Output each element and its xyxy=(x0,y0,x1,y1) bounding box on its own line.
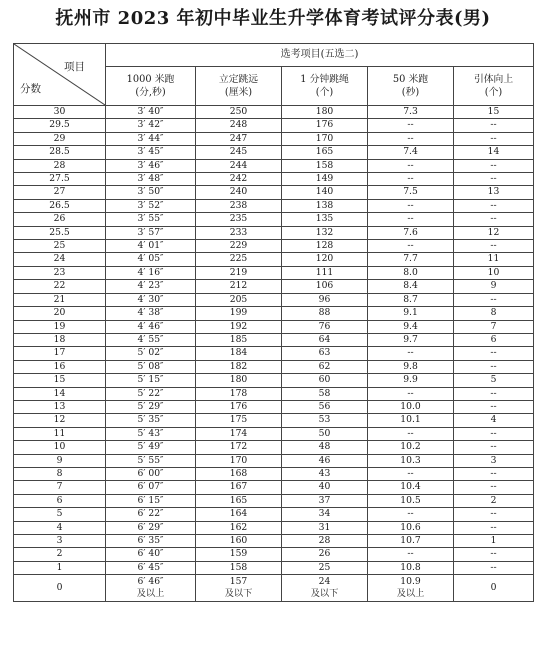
table-row xyxy=(14,441,534,454)
pull-up-cell: 13 xyxy=(454,186,534,199)
run-1000m-cell: 3′ 55″ xyxy=(106,213,196,226)
long-jump-cell: 170 xyxy=(196,454,282,467)
rope-skipping-cell: 120 xyxy=(282,253,368,266)
col-header-pull-up: 引体向上 (个) xyxy=(454,67,534,106)
run-50m-cell: 8.0 xyxy=(368,266,454,279)
score-cell: 19 xyxy=(14,320,106,333)
run-50m-cell: -- xyxy=(368,132,454,145)
pull-up-cell: -- xyxy=(454,508,534,521)
run-50m-cell: -- xyxy=(368,173,454,186)
run-50m-cell: -- xyxy=(368,548,454,561)
pull-up-cell: 3 xyxy=(454,454,534,467)
rope-skipping-cell: 53 xyxy=(282,414,368,427)
run-1000m-cell: 3′ 44″ xyxy=(106,132,196,145)
pull-up-cell: -- xyxy=(454,561,534,574)
run-50m-cell: 7.4 xyxy=(368,146,454,159)
pull-up-cell: 2 xyxy=(454,494,534,507)
long-jump-cell: 199 xyxy=(196,307,282,320)
rope-skipping-cell: 111 xyxy=(282,266,368,279)
run-50m-cell: 10.6 xyxy=(368,521,454,534)
rope-skipping-cell: 50 xyxy=(282,427,368,440)
run-1000m-cell: 5′ 22″ xyxy=(106,387,196,400)
run-50m-cell: -- xyxy=(368,427,454,440)
table-row xyxy=(14,374,534,387)
pull-up-cell: 4 xyxy=(454,414,534,427)
rope-skipping-cell: 62 xyxy=(282,360,368,373)
rope-skipping-cell: 26 xyxy=(282,548,368,561)
table-row xyxy=(14,266,534,279)
score-cell: 25.5 xyxy=(14,226,106,239)
pull-up-cell: -- xyxy=(454,119,534,132)
score-cell: 11 xyxy=(14,427,106,440)
score-cell: 21 xyxy=(14,293,106,306)
long-jump-cell: 192 xyxy=(196,320,282,333)
score-label: 分数 xyxy=(20,83,41,95)
table-row xyxy=(14,159,534,172)
page-title: 抚州市 2023 年初中毕业生升学体育考试评分表(男) xyxy=(55,8,491,29)
long-jump-cell: 205 xyxy=(196,293,282,306)
score-cell: 0 xyxy=(14,575,106,602)
table-row xyxy=(14,548,534,561)
long-jump-cell: 160 xyxy=(196,535,282,548)
pull-up-cell: 14 xyxy=(454,146,534,159)
pull-up-cell: -- xyxy=(454,360,534,373)
run-50m-cell: 7.7 xyxy=(368,253,454,266)
rope-skipping-cell: 34 xyxy=(282,508,368,521)
run-50m-cell: 10.0 xyxy=(368,400,454,413)
table-row xyxy=(14,333,534,346)
table-row xyxy=(14,454,534,467)
score-cell: 15 xyxy=(14,374,106,387)
score-cell: 2 xyxy=(14,548,106,561)
rope-skipping-cell: 106 xyxy=(282,280,368,293)
long-jump-cell: 168 xyxy=(196,467,282,480)
table-row xyxy=(14,199,534,212)
col-header-rope-skipping: 1 分钟跳绳 (个) xyxy=(282,67,368,106)
rope-skipping-cell: 96 xyxy=(282,293,368,306)
score-cell: 13 xyxy=(14,400,106,413)
table-row xyxy=(14,226,534,239)
pull-up-cell: -- xyxy=(454,240,534,253)
run-50m-cell: 10.8 xyxy=(368,561,454,574)
rope-skipping-cell: 170 xyxy=(282,132,368,145)
score-cell: 23 xyxy=(14,266,106,279)
rope-skipping-cell: 56 xyxy=(282,400,368,413)
long-jump-cell: 180 xyxy=(196,374,282,387)
pull-up-cell: -- xyxy=(454,199,534,212)
run-1000m-cell: 3′ 46″ xyxy=(106,159,196,172)
run-50m-cell: -- xyxy=(368,508,454,521)
run-50m-cell: 9.9 xyxy=(368,374,454,387)
run-50m-cell: 7.5 xyxy=(368,186,454,199)
pull-up-cell: -- xyxy=(454,548,534,561)
run-1000m-cell: 6′ 45″ xyxy=(106,561,196,574)
score-cell: 25 xyxy=(14,240,106,253)
rope-skipping-cell: 40 xyxy=(282,481,368,494)
run-1000m-cell: 5′ 29″ xyxy=(106,400,196,413)
pull-up-cell: -- xyxy=(454,467,534,480)
score-cell: 28 xyxy=(14,159,106,172)
run-50m-cell: -- xyxy=(368,240,454,253)
header-row xyxy=(14,44,534,67)
pull-up-cell: -- xyxy=(454,521,534,534)
table-row xyxy=(14,521,534,534)
run-50m-cell: 9.4 xyxy=(368,320,454,333)
run-1000m-cell: 4′ 30″ xyxy=(106,293,196,306)
long-jump-cell: 158 xyxy=(196,561,282,574)
score-cell: 20 xyxy=(14,307,106,320)
pull-up-cell: -- xyxy=(454,173,534,186)
rope-skipping-cell: 128 xyxy=(282,240,368,253)
run-1000m-cell: 5′ 55″ xyxy=(106,454,196,467)
run-1000m-cell: 3′ 42″ xyxy=(106,119,196,132)
run-50m-cell: 9.1 xyxy=(368,307,454,320)
rope-skipping-cell: 63 xyxy=(282,347,368,360)
table-row xyxy=(14,253,534,266)
long-jump-cell: 238 xyxy=(196,199,282,212)
long-jump-cell: 245 xyxy=(196,146,282,159)
run-50m-cell: 7.6 xyxy=(368,226,454,239)
score-cell: 18 xyxy=(14,333,106,346)
run-50m-cell: 8.7 xyxy=(368,293,454,306)
long-jump-cell: 175 xyxy=(196,414,282,427)
run-1000m-cell: 4′ 05″ xyxy=(106,253,196,266)
rope-skipping-cell: 28 xyxy=(282,535,368,548)
elective-group-header: 选考项目(五选二) xyxy=(106,44,534,67)
pull-up-cell: 12 xyxy=(454,226,534,239)
score-cell: 26.5 xyxy=(14,199,106,212)
run-50m-cell: 8.4 xyxy=(368,280,454,293)
score-cell: 27.5 xyxy=(14,173,106,186)
long-jump-cell: 164 xyxy=(196,508,282,521)
run-50m-cell: 10.2 xyxy=(368,441,454,454)
run-1000m-cell: 5′ 15″ xyxy=(106,374,196,387)
rope-skipping-cell: 31 xyxy=(282,521,368,534)
run-50m-cell: -- xyxy=(368,119,454,132)
col-header-1000m: 1000 米跑 (分,秒) xyxy=(106,67,196,106)
rope-skipping-cell: 180 xyxy=(282,106,368,119)
table-row xyxy=(14,414,534,427)
item-label: 项目 xyxy=(64,61,85,73)
table-row xyxy=(14,481,534,494)
long-jump-cell: 178 xyxy=(196,387,282,400)
run-1000m-cell: 3′ 40″ xyxy=(106,106,196,119)
long-jump-cell: 225 xyxy=(196,253,282,266)
rope-skipping-cell: 132 xyxy=(282,226,368,239)
rope-skipping-cell: 24 及以下 xyxy=(282,575,368,602)
pull-up-cell: 1 xyxy=(454,535,534,548)
run-50m-cell: -- xyxy=(368,199,454,212)
long-jump-cell: 233 xyxy=(196,226,282,239)
score-cell: 22 xyxy=(14,280,106,293)
rope-skipping-cell: 37 xyxy=(282,494,368,507)
run-1000m-cell: 3′ 52″ xyxy=(106,199,196,212)
score-cell: 3 xyxy=(14,535,106,548)
pull-up-cell: -- xyxy=(454,481,534,494)
rope-skipping-cell: 138 xyxy=(282,199,368,212)
pull-up-cell: 15 xyxy=(454,106,534,119)
run-1000m-cell: 6′ 07″ xyxy=(106,481,196,494)
rope-skipping-cell: 158 xyxy=(282,159,368,172)
col-header-long-jump: 立定跳远 (厘米) xyxy=(196,67,282,106)
table-row xyxy=(14,360,534,373)
pull-up-cell: -- xyxy=(454,347,534,360)
run-1000m-cell: 5′ 49″ xyxy=(106,441,196,454)
pull-up-cell: 9 xyxy=(454,280,534,293)
table-row xyxy=(14,467,534,480)
pull-up-cell: -- xyxy=(454,293,534,306)
long-jump-cell: 240 xyxy=(196,186,282,199)
run-50m-cell: -- xyxy=(368,467,454,480)
rope-skipping-cell: 76 xyxy=(282,320,368,333)
long-jump-cell: 242 xyxy=(196,173,282,186)
col-header-50m: 50 米跑 (秒) xyxy=(368,67,454,106)
run-1000m-cell: 3′ 48″ xyxy=(106,173,196,186)
table-row xyxy=(14,146,534,159)
run-1000m-cell: 6′ 15″ xyxy=(106,494,196,507)
rope-skipping-cell: 149 xyxy=(282,173,368,186)
score-cell: 29 xyxy=(14,132,106,145)
long-jump-cell: 247 xyxy=(196,132,282,145)
long-jump-cell: 157 及以下 xyxy=(196,575,282,602)
run-1000m-cell: 5′ 02″ xyxy=(106,347,196,360)
score-cell: 29.5 xyxy=(14,119,106,132)
pull-up-cell: -- xyxy=(454,427,534,440)
rope-skipping-cell: 165 xyxy=(282,146,368,159)
run-1000m-cell: 4′ 01″ xyxy=(106,240,196,253)
pull-up-cell: -- xyxy=(454,159,534,172)
score-cell: 9 xyxy=(14,454,106,467)
table-row xyxy=(14,240,534,253)
run-1000m-cell: 3′ 45″ xyxy=(106,146,196,159)
long-jump-cell: 185 xyxy=(196,333,282,346)
rope-skipping-cell: 176 xyxy=(282,119,368,132)
score-cell: 14 xyxy=(14,387,106,400)
pull-up-cell: 7 xyxy=(454,320,534,333)
score-cell: 6 xyxy=(14,494,106,507)
pull-up-cell: -- xyxy=(454,387,534,400)
long-jump-cell: 184 xyxy=(196,347,282,360)
table-row xyxy=(14,427,534,440)
table-row xyxy=(14,400,534,413)
rope-skipping-cell: 64 xyxy=(282,333,368,346)
run-1000m-cell: 6′ 22″ xyxy=(106,508,196,521)
rope-skipping-cell: 58 xyxy=(282,387,368,400)
table-row xyxy=(14,320,534,333)
table-row xyxy=(14,307,534,320)
table-row xyxy=(14,347,534,360)
run-50m-cell: -- xyxy=(368,159,454,172)
run-1000m-cell: 4′ 23″ xyxy=(106,280,196,293)
run-50m-cell: -- xyxy=(368,213,454,226)
run-1000m-cell: 4′ 16″ xyxy=(106,266,196,279)
long-jump-cell: 162 xyxy=(196,521,282,534)
score-cell: 12 xyxy=(14,414,106,427)
score-cell: 1 xyxy=(14,561,106,574)
table-row xyxy=(14,293,534,306)
rope-skipping-cell: 140 xyxy=(282,186,368,199)
run-50m-cell: 10.7 xyxy=(368,535,454,548)
long-jump-cell: 248 xyxy=(196,119,282,132)
pull-up-cell: -- xyxy=(454,132,534,145)
score-cell: 26 xyxy=(14,213,106,226)
rope-skipping-cell: 88 xyxy=(282,307,368,320)
score-cell: 24 xyxy=(14,253,106,266)
table-row xyxy=(14,186,534,199)
rope-skipping-cell: 135 xyxy=(282,213,368,226)
long-jump-cell: 235 xyxy=(196,213,282,226)
table-row xyxy=(14,213,534,226)
run-50m-cell: 10.1 xyxy=(368,414,454,427)
run-1000m-cell: 3′ 50″ xyxy=(106,186,196,199)
run-50m-cell: 10.9 及以上 xyxy=(368,575,454,602)
pull-up-cell: -- xyxy=(454,213,534,226)
run-1000m-cell: 4′ 55″ xyxy=(106,333,196,346)
score-cell: 7 xyxy=(14,481,106,494)
score-table xyxy=(13,43,534,602)
long-jump-cell: 219 xyxy=(196,266,282,279)
run-50m-cell: 9.7 xyxy=(368,333,454,346)
run-1000m-cell: 4′ 46″ xyxy=(106,320,196,333)
run-50m-cell: 10.5 xyxy=(368,494,454,507)
diagonal-header-cell xyxy=(14,44,106,106)
table-row xyxy=(14,508,534,521)
run-50m-cell: 9.8 xyxy=(368,360,454,373)
run-1000m-cell: 6′ 35″ xyxy=(106,535,196,548)
rope-skipping-cell: 48 xyxy=(282,441,368,454)
long-jump-cell: 229 xyxy=(196,240,282,253)
long-jump-cell: 165 xyxy=(196,494,282,507)
run-50m-cell: -- xyxy=(368,347,454,360)
score-cell: 16 xyxy=(14,360,106,373)
table-row xyxy=(14,173,534,186)
diagonal-line xyxy=(14,44,105,105)
long-jump-cell: 250 xyxy=(196,106,282,119)
pull-up-cell: -- xyxy=(454,400,534,413)
run-1000m-cell: 6′ 00″ xyxy=(106,467,196,480)
pull-up-cell: -- xyxy=(454,441,534,454)
score-cell: 4 xyxy=(14,521,106,534)
long-jump-cell: 244 xyxy=(196,159,282,172)
run-1000m-cell: 6′ 46″ 及以上 xyxy=(106,575,196,602)
run-1000m-cell: 6′ 40″ xyxy=(106,548,196,561)
table-row xyxy=(14,387,534,400)
table-row xyxy=(14,106,534,119)
table-row xyxy=(14,119,534,132)
table-row xyxy=(14,132,534,145)
score-cell: 10 xyxy=(14,441,106,454)
long-jump-cell: 182 xyxy=(196,360,282,373)
rope-skipping-cell: 60 xyxy=(282,374,368,387)
run-50m-cell: 10.4 xyxy=(368,481,454,494)
long-jump-cell: 174 xyxy=(196,427,282,440)
score-cell: 5 xyxy=(14,508,106,521)
long-jump-cell: 159 xyxy=(196,548,282,561)
run-1000m-cell: 4′ 38″ xyxy=(106,307,196,320)
pull-up-cell: 11 xyxy=(454,253,534,266)
run-1000m-cell: 3′ 57″ xyxy=(106,226,196,239)
score-cell: 8 xyxy=(14,467,106,480)
run-50m-cell: -- xyxy=(368,387,454,400)
run-1000m-cell: 6′ 29″ xyxy=(106,521,196,534)
score-cell: 17 xyxy=(14,347,106,360)
rope-skipping-cell: 43 xyxy=(282,467,368,480)
pull-up-cell: 6 xyxy=(454,333,534,346)
long-jump-cell: 212 xyxy=(196,280,282,293)
run-50m-cell: 10.3 xyxy=(368,454,454,467)
table-row xyxy=(14,561,534,574)
rope-skipping-cell: 25 xyxy=(282,561,368,574)
run-1000m-cell: 5′ 08″ xyxy=(106,360,196,373)
run-1000m-cell: 5′ 35″ xyxy=(106,414,196,427)
pull-up-cell: 0 xyxy=(454,575,534,602)
table-row xyxy=(14,280,534,293)
long-jump-cell: 176 xyxy=(196,400,282,413)
long-jump-cell: 172 xyxy=(196,441,282,454)
pull-up-cell: 10 xyxy=(454,266,534,279)
score-cell: 27 xyxy=(14,186,106,199)
pull-up-cell: 8 xyxy=(454,307,534,320)
long-jump-cell: 167 xyxy=(196,481,282,494)
score-cell: 28.5 xyxy=(14,146,106,159)
score-cell: 30 xyxy=(14,106,106,119)
table-row-last xyxy=(14,575,534,602)
table-row xyxy=(14,535,534,548)
rope-skipping-cell: 46 xyxy=(282,454,368,467)
run-50m-cell: 7.3 xyxy=(368,106,454,119)
run-1000m-cell: 5′ 43″ xyxy=(106,427,196,440)
table-row xyxy=(14,494,534,507)
pull-up-cell: 5 xyxy=(454,374,534,387)
